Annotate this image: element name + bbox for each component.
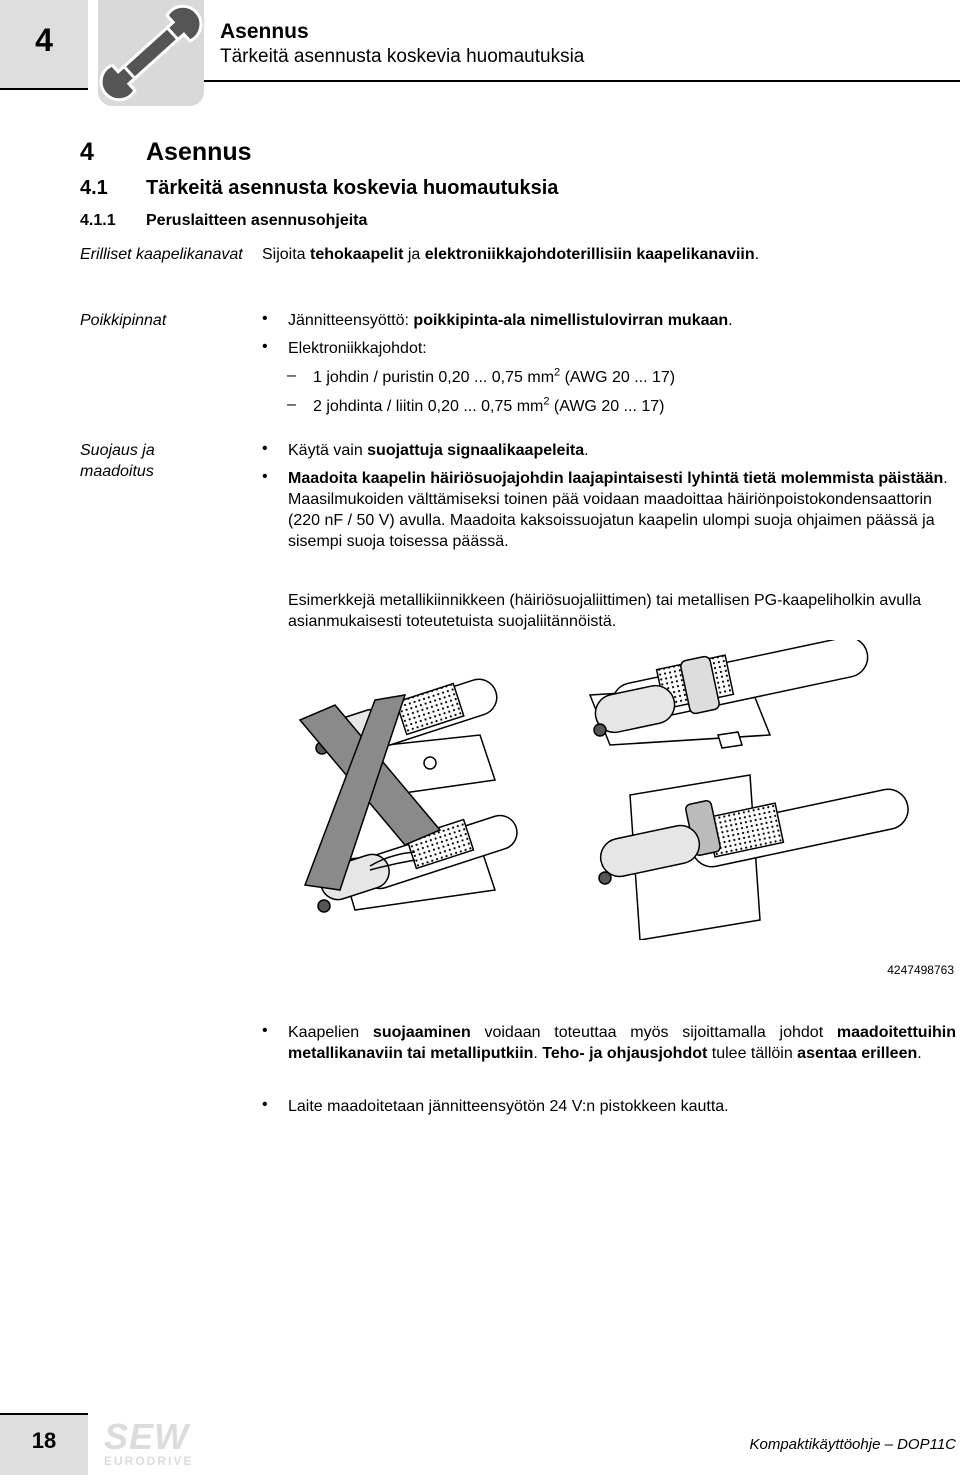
- sidelabel-shielding: Suojaus ja maadoitus: [80, 442, 155, 480]
- logo-wordmark-bottom: EURODRIVE: [104, 1454, 194, 1468]
- cross-sections-dash-1: 1 johdin / puristin 0,20 ... 0,75 $mm^2$ (AWG 20 ... 17): [313, 366, 676, 386]
- shielding-bullet-2: Maadoita kaapelin häiriösuojajohdin laajapintaisesti lyhintä tietä molemmista päistään. Maasilmukoiden välttämiseksi toinen pää voidaan maadoittaa häiriönpoistokondensaattorin (220 nF / 50 V) avulla. Maadoita kaksoissuojatun kaapelin ulompi suoja ohjaimen päässä ja sisempi suoja toisessa päässä.: [288, 470, 948, 550]
- sidelabel-cable-ducts: Erilliset kaapelikanavat: [80, 246, 243, 263]
- shielding-bullet-1: Käytä vain suojattuja signaalikaapeleita.: [288, 442, 589, 459]
- sidelabel-cross-sections: Poikkipinnat: [80, 312, 167, 329]
- shielding-paragraph: Esimerkkejä metallikiinnikkeen (häiriösuojaliittimen) tai metallisen PG-kaapeliholkin avulla asianmukaisesti toteutetuista suojaliitännöistä.: [288, 592, 922, 630]
- dash-marker: –: [287, 367, 296, 384]
- h2-number: 4.1: [80, 177, 108, 199]
- h1-number: 4: [80, 138, 94, 166]
- cross-sections-bullet-2: Elektroniikkajohdot:: [288, 340, 427, 357]
- wrench-tile: [98, 0, 204, 106]
- bullet: •: [262, 440, 268, 457]
- chapter-number: 4: [35, 22, 53, 58]
- header-subtitle: Tärkeitä asennusta koskevia huomautuksia: [220, 46, 585, 67]
- correct-clamp-drawing: [590, 640, 871, 748]
- bullet: •: [262, 468, 268, 485]
- bullet: •: [262, 1096, 268, 1113]
- figure-id: 4247498763: [887, 963, 954, 977]
- shield-connection-figure: [280, 640, 960, 940]
- dash-marker: –: [287, 396, 296, 413]
- wrench-icon: [98, 0, 204, 106]
- page-number: 18: [31, 1428, 57, 1453]
- bullet: •: [262, 310, 268, 327]
- cross-sections-bullet-1: Jännitteensyöttö: poikkipinta-ala nimellistulovirran mukaan.: [288, 312, 733, 329]
- header-rule: [204, 80, 960, 82]
- h1-title: Asennus: [146, 138, 252, 166]
- h3-number: 4.1.1: [80, 212, 116, 229]
- cable-ducts-text: Sijoita tehokaapelit ja elektroniikkajohdoterillisiin kaapelikanaviin.: [262, 246, 760, 263]
- correct-gland-drawing: [597, 775, 912, 940]
- header-title: Asennus: [220, 20, 309, 43]
- bullet: •: [262, 1022, 268, 1039]
- cross-sections-dash-2: 2 johdinta / liitin 0,20 ... 0,75 $mm^2$ (AWG 20 ... 17): [313, 395, 665, 415]
- after-figure-bullet-1: Kaapelien suojaaminen voidaan toteuttaa myös sijoittamalla johdot maadoitettuihin metallikanaviin tai metalliputkiin. Teho- ja ohjausjohdot tulee tällöin asentaa erilleen.: [288, 1024, 956, 1062]
- bullet: •: [262, 338, 268, 355]
- h3-title: Peruslaitteen asennusohjeita: [146, 212, 368, 229]
- h2-title: Tärkeitä asennusta koskevia huomautuksia: [146, 177, 559, 199]
- after-figure-bullet-2: Laite maadoitetaan jännitteensyötön 24 V:n pistokkeen kautta.: [288, 1098, 729, 1115]
- sew-eurodrive-logo: [104, 1416, 216, 1470]
- footer-doc-title: Kompaktikäyttöohje – DOP11C: [749, 1436, 956, 1453]
- logo-wordmark-top: SEW: [104, 1416, 190, 1457]
